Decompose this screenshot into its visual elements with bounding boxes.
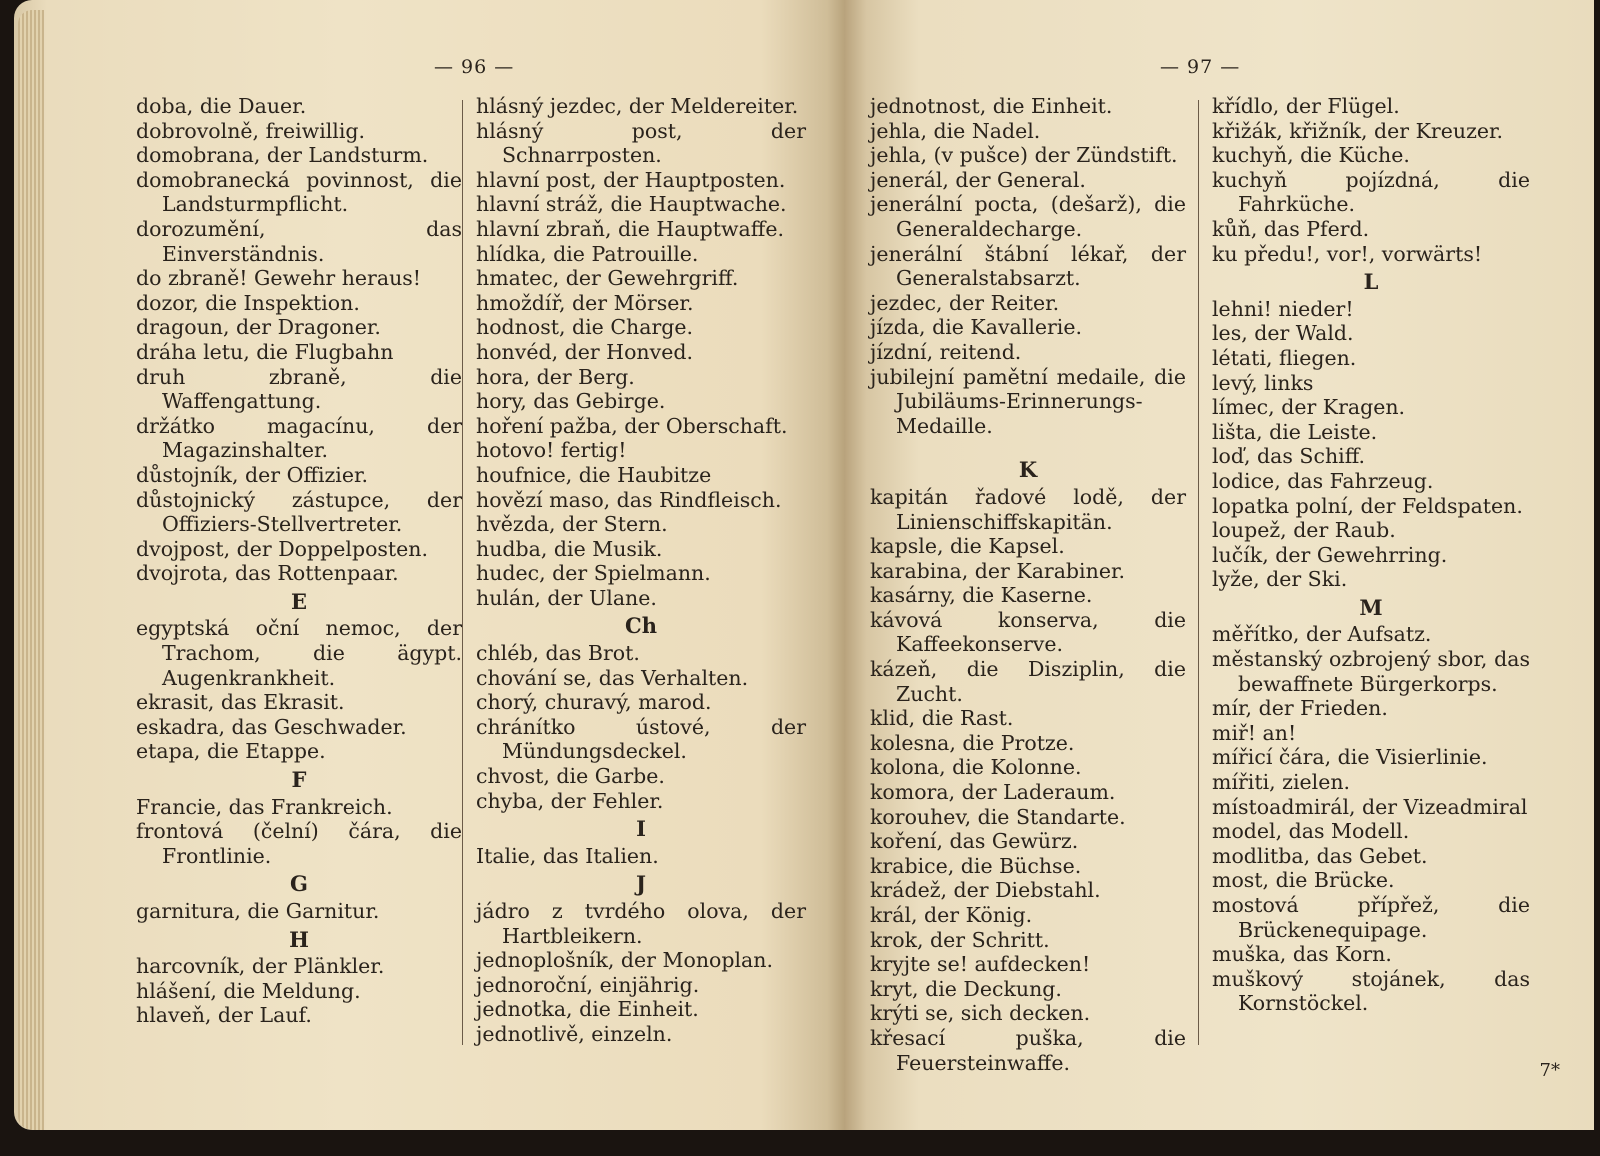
dictionary-entry: krádež, der Diebstahl. bbox=[870, 878, 1101, 903]
dictionary-entry: hvězda, der Stern. bbox=[476, 512, 668, 537]
dictionary-entry: jádro z tvrdého olova, der Hartbleikern. bbox=[476, 899, 806, 948]
dictionary-entry: harcovník, der Plänkler. bbox=[136, 954, 385, 979]
dictionary-entry: honvéd, der Honved. bbox=[476, 339, 693, 364]
dictionary-entry: kolona, die Kolonne. bbox=[870, 755, 1082, 780]
dictionary-entry: loď, das Schiff. bbox=[1212, 444, 1366, 469]
dictionary-entry: lodice, das Fahrzeug. bbox=[1212, 468, 1434, 493]
dictionary-entry: chyba, der Fehler. bbox=[476, 788, 664, 813]
dictionary-entry: hlásný jezdec, der Meldereiter. bbox=[476, 94, 799, 118]
dictionary-entry: krabice, die Büchse. bbox=[870, 853, 1082, 878]
dictionary-entry: jednotlivě, einzeln. bbox=[476, 1021, 673, 1046]
dictionary-entry: hora, der Berg. bbox=[476, 364, 635, 389]
dictionary-entry: jenerál, der General. bbox=[870, 167, 1086, 192]
page-number-right: — 97 — bbox=[1160, 56, 1241, 78]
dictionary-entry: koření, das Gewürz. bbox=[870, 829, 1079, 854]
dictionary-entry: hlaveň, der Lauf. bbox=[136, 1003, 312, 1028]
dictionary-entry: Italie, das Italien. bbox=[476, 843, 659, 868]
dictionary-entry: dozor, die Inspektion. bbox=[136, 290, 360, 315]
dictionary-entry: hovězí maso, das Rindfleisch. bbox=[476, 487, 782, 512]
dictionary-entry: jednoplošník, der Monoplan. bbox=[476, 948, 773, 973]
dictionary-entry: kasárny, die Kaserne. bbox=[870, 583, 1093, 608]
dictionary-entry: komora, der Laderaum. bbox=[870, 780, 1116, 805]
dictionary-entry: jednotka, die Einheit. bbox=[476, 997, 699, 1022]
dictionary-entry: hulán, der Ulane. bbox=[476, 585, 657, 610]
dictionary-entry: křižák, křižník, der Kreuzer. bbox=[1212, 118, 1504, 143]
dictionary-entry: chvost, die Garbe. bbox=[476, 764, 665, 789]
dictionary-entry: mířiti, zielen. bbox=[1212, 770, 1351, 795]
dictionary-entry: ekrasit, das Ekrasit. bbox=[136, 690, 345, 715]
dictionary-entry: mír, der Frieden. bbox=[1212, 696, 1388, 721]
page-number-left: — 96 — bbox=[434, 56, 515, 78]
spacer bbox=[870, 438, 1186, 454]
dictionary-entry: kuchyň pojízdná, die Fahrküche. bbox=[1212, 167, 1530, 217]
dictionary-entry: hory, das Gebirge. bbox=[476, 389, 666, 414]
section-letter-heading: F bbox=[291, 767, 307, 793]
dictionary-entry: kapsle, die Kapsel. bbox=[870, 534, 1065, 559]
left-column-2 bbox=[476, 94, 806, 1047]
section-letter-heading: Ch bbox=[625, 613, 657, 639]
dictionary-entry: muška, das Korn. bbox=[1212, 942, 1392, 967]
dictionary-entry: měřítko, der Aufsatz. bbox=[1212, 622, 1432, 647]
page-edges bbox=[18, 10, 44, 1130]
dictionary-entry: chorý, churavý, marod. bbox=[476, 690, 712, 715]
dictionary-entry: hlídka, die Patrouille. bbox=[476, 241, 699, 266]
dictionary-entry: domobrana, der Landsturm. bbox=[136, 143, 429, 168]
dictionary-entry: kávová konserva, die Kaffeekonserve. bbox=[870, 607, 1186, 657]
dictionary-entry: muškový stojánek, das Kornstöckel. bbox=[1212, 966, 1530, 1016]
dictionary-entry: hotovo! fertig! bbox=[476, 438, 627, 463]
dictionary-entry: karabina, der Karabiner. bbox=[870, 558, 1126, 583]
dictionary-entry: kolesna, die Protze. bbox=[870, 730, 1075, 755]
dictionary-entry: hlavní stráž, die Hauptwache. bbox=[476, 192, 787, 217]
dictionary-entry: jubilejní pamětní medaile, die Jubiläums-Erinnerungs-Medaille. bbox=[870, 364, 1186, 438]
signature-mark: 7* bbox=[1539, 1060, 1560, 1081]
section-letter-heading: K bbox=[1018, 457, 1038, 483]
dictionary-entry: ku předu!, vor!, vorwärts! bbox=[1212, 241, 1483, 266]
dictionary-entry: hudec, der Spielmann. bbox=[476, 561, 711, 586]
dictionary-entry: důstojnický zástupce, der Offiziers-Stellvertreter. bbox=[136, 487, 462, 537]
dictionary-entry: jenerální štábní lékař, der Generalstabsarzt. bbox=[870, 241, 1186, 291]
dictionary-entry: lopatka polní, der Feldspaten. bbox=[1212, 493, 1523, 518]
column-rule bbox=[462, 100, 463, 1045]
section-letter-heading: I bbox=[636, 816, 646, 842]
dictionary-entry: hmatec, der Gewehrgriff. bbox=[476, 266, 739, 291]
dictionary-entry: loupež, der Raub. bbox=[1212, 518, 1396, 543]
dictionary-entry: chléb, das Brot. bbox=[476, 641, 640, 666]
dictionary-entry: kázeň, die Disziplin, die Zucht. bbox=[870, 657, 1186, 706]
dictionary-entry: Francie, das Frankreich. bbox=[136, 794, 393, 819]
dictionary-entry: držátko magacínu, der Magazinshalter. bbox=[136, 413, 462, 463]
dictionary-entry: krok, der Schritt. bbox=[870, 927, 1050, 952]
dictionary-entry: frontová (čelní) čára, die Frontlinie. bbox=[136, 819, 462, 868]
section-letter-heading: H bbox=[289, 926, 309, 952]
dictionary-entry: kůň, das Pferd. bbox=[1212, 216, 1370, 241]
section-letter-heading: L bbox=[1363, 269, 1379, 295]
dictionary-entry: dobrovolně, freiwillig. bbox=[136, 118, 366, 143]
dictionary-entry: do zbraně! Gewehr heraus! bbox=[136, 266, 422, 291]
dictionary-entry: domobranecká povinnost, die Landsturmpflicht. bbox=[136, 167, 462, 217]
right-page bbox=[844, 0, 1594, 1130]
dictionary-entry: druh zbraně, die Waffengattung. bbox=[136, 364, 462, 414]
dictionary-entry: mířicí čára, die Visierlinie. bbox=[1212, 745, 1488, 770]
dictionary-entry: dragoun, der Dragoner. bbox=[136, 315, 381, 340]
dictionary-entry: jízda, die Kavallerie. bbox=[870, 315, 1083, 340]
dictionary-entry: král, der König. bbox=[870, 903, 1033, 927]
section-letter-heading: M bbox=[1359, 594, 1383, 620]
section-letter-heading: J bbox=[636, 871, 646, 897]
dictionary-entry: jenerální pocta, (dešarž), die Generaldecharge. bbox=[870, 192, 1186, 241]
dictionary-entry: jednotnost, die Einheit. bbox=[870, 94, 1113, 118]
dictionary-entry: korouhev, die Standarte. bbox=[870, 804, 1126, 829]
dictionary-entry: chování se, das Verhalten. bbox=[476, 665, 749, 690]
dictionary-entry: model, das Modell. bbox=[1212, 819, 1410, 844]
dictionary-entry: dvojpost, der Doppelposten. bbox=[136, 536, 429, 561]
dictionary-entry: hlášení, die Meldung. bbox=[136, 978, 361, 1003]
dictionary-entry: lučík, der Gewehrring. bbox=[1212, 542, 1448, 567]
dictionary-entry: lehni! nieder! bbox=[1212, 296, 1354, 321]
dictionary-entry: most, die Brücke. bbox=[1212, 868, 1395, 893]
section-letter-heading: E bbox=[290, 588, 307, 614]
dictionary-entry: egyptská oční nemoc, der Trachom, die ägypt. Augenkrankheit. bbox=[136, 616, 462, 690]
dictionary-entry: límec, der Kragen. bbox=[1212, 395, 1406, 420]
dictionary-entry: etapa, die Etappe. bbox=[136, 739, 326, 764]
dictionary-entry: kapitán řadové lodě, der Linienschiffskapitän. bbox=[870, 484, 1186, 534]
dictionary-entry: křídlo, der Flügel. bbox=[1212, 94, 1400, 118]
dictionary-entry: hmoždíř, der Mörser. bbox=[476, 290, 694, 315]
dictionary-entry: dráha letu, die Flugbahn bbox=[136, 339, 394, 364]
dictionary-entry: hlavní zbraň, die Hauptwaffe. bbox=[476, 216, 784, 241]
dictionary-entry: mostová přípřež, die Brückenequipage. bbox=[1212, 893, 1530, 942]
dictionary-entry: krýti se, sich decken. bbox=[870, 1001, 1091, 1026]
left-page bbox=[14, 0, 844, 1130]
dictionary-entry: kuchyň, die Küche. bbox=[1212, 143, 1410, 168]
dictionary-entry: dvojrota, das Rottenpaar. bbox=[136, 561, 399, 586]
dictionary-entry: dorozumění, das Einverständnis. bbox=[136, 216, 462, 266]
dictionary-entry: hlavní post, der Hauptposten. bbox=[476, 167, 786, 192]
column-rule bbox=[1198, 100, 1199, 1045]
dictionary-entry: levý, links bbox=[1212, 370, 1314, 395]
dictionary-entry: kryjte se! aufdecken! bbox=[870, 952, 1091, 977]
dictionary-entry: místoadmirál, der Vizeadmiral bbox=[1212, 794, 1528, 819]
dictionary-entry: létati, fliegen. bbox=[1212, 345, 1357, 370]
right-column-1 bbox=[870, 94, 1186, 1075]
dictionary-entry: jezdec, der Reiter. bbox=[870, 290, 1060, 315]
dictionary-entry: jehla, die Nadel. bbox=[870, 118, 1041, 143]
section-letter-heading: G bbox=[290, 871, 308, 897]
dictionary-entry: chránítko ústové, der Mündungsdeckel. bbox=[476, 714, 806, 764]
dictionary-entry: jehla, (v pušce) der Zündstift. bbox=[870, 143, 1178, 168]
dictionary-entry: miř! an! bbox=[1212, 720, 1297, 745]
dictionary-entry: doba, die Dauer. bbox=[136, 94, 307, 118]
dictionary-entry: eskadra, das Geschwader. bbox=[136, 714, 407, 739]
dictionary-entry: městanský ozbrojený sbor, das bewaffnete Bürgerkorps. bbox=[1212, 647, 1530, 696]
dictionary-entry: lyže, der Ski. bbox=[1212, 567, 1348, 592]
dictionary-entry: klid, die Rast. bbox=[870, 706, 1014, 731]
dictionary-entry: kryt, die Deckung. bbox=[870, 976, 1062, 1001]
dictionary-entry: les, der Wald. bbox=[1212, 321, 1354, 346]
dictionary-entry: důstojník, der Offizier. bbox=[136, 462, 369, 487]
dictionary-entry: houfnice, die Haubitze bbox=[476, 462, 712, 487]
dictionary-entry: hodnost, die Charge. bbox=[476, 315, 694, 340]
dictionary-entry: modlitba, das Gebet. bbox=[1212, 843, 1428, 868]
dictionary-entry: hoření pažba, der Oberschaft. bbox=[476, 413, 788, 438]
dictionary-entry: lišta, die Leiste. bbox=[1212, 419, 1378, 444]
dictionary-entry: hudba, die Musik. bbox=[476, 536, 663, 561]
dictionary-entry: garnitura, die Garnitur. bbox=[136, 899, 380, 923]
right-column-2 bbox=[1212, 94, 1530, 1016]
dictionary-entry: jednoroční, einjährig. bbox=[476, 972, 700, 997]
left-column-1 bbox=[136, 94, 462, 1028]
dictionary-entry: křesací puška, die Feuersteinwaffe. bbox=[870, 1025, 1186, 1075]
dictionary-entry: jízdní, reitend. bbox=[870, 339, 1022, 364]
dictionary-entry: hlásný post, der Schnarrposten. bbox=[476, 118, 806, 168]
